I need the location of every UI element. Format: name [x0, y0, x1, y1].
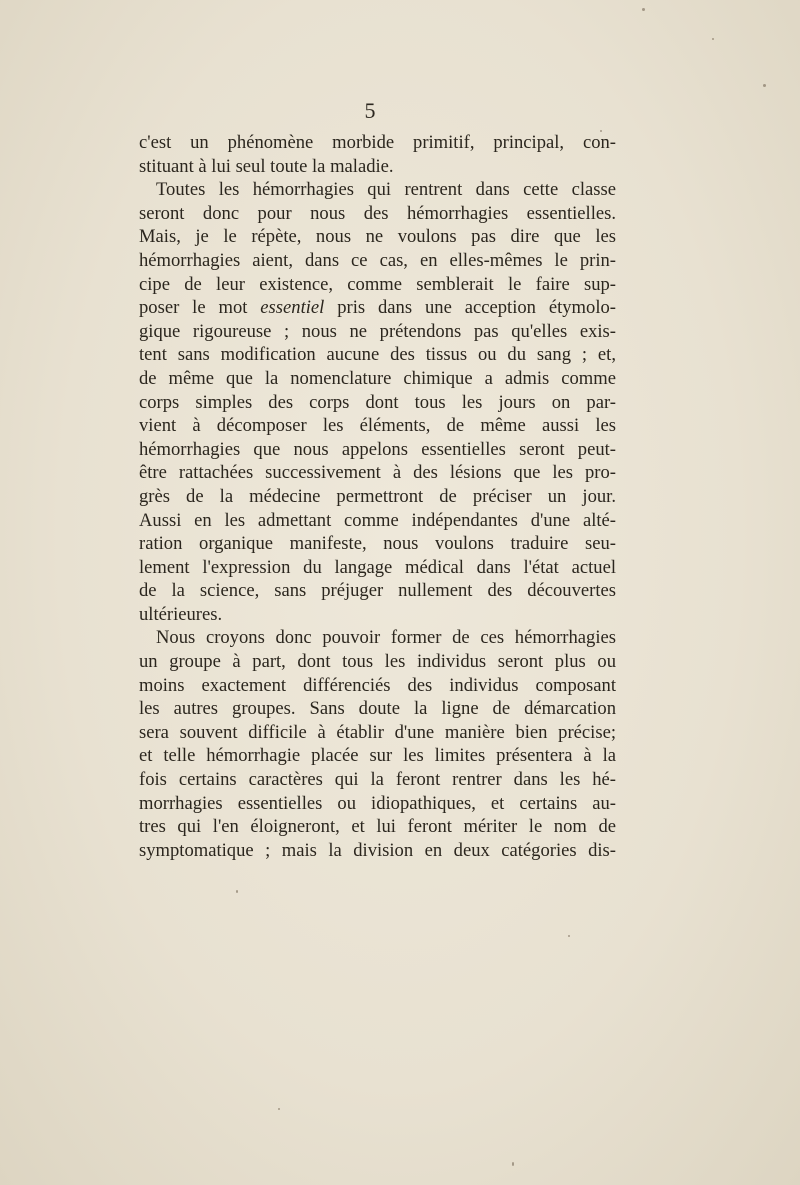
text-line: de la science, sans préjuger nullement des découvertes [139, 580, 616, 602]
text-line: fois certains caractères qui la feront rentrer dans les hé- [139, 769, 616, 791]
text-line: lement l'expression du langage médical dans l'état actuel [139, 556, 616, 578]
text-line: symptomatique ; mais la division en deux catégories dis- [139, 839, 616, 861]
page-number: 5 [364, 98, 376, 123]
paper-speck [763, 84, 766, 87]
text-line: stituant à lui seul toute la maladie. [139, 155, 394, 177]
text-segment: poser le mot [139, 297, 261, 319]
text-line: et telle hémorrhagie placée sur les limites présentera à la [139, 745, 616, 767]
text-line: moins exactement différenciés des individus composant [139, 674, 616, 696]
text-line: hémorrhagies aient, dans ce cas, en elles-mêmes le prin- [139, 249, 616, 271]
text-line: c'est un phénomène morbide primitif, principal, con- [139, 132, 616, 153]
paper-speck [512, 1162, 514, 1166]
text-line: morrhagies essentielles ou idiopathiques, et certains au- [139, 792, 616, 814]
text-line: corps simples des corps dont tous les jours on par- [139, 391, 616, 413]
paper-speck [642, 8, 645, 11]
text-line: hémorrhagies que nous appelons essentielles seront peut- [139, 438, 616, 460]
text-segment: pris dans une acception étymolo- [324, 297, 616, 319]
text-line: grès de la médecine permettront de préciser un jour. [139, 485, 616, 507]
text-line: de même que la nomenclature chimique a admis comme [139, 367, 616, 389]
paper-speck [568, 935, 570, 937]
text-line: être rattachées successivement à des lésions que les pro- [139, 462, 616, 484]
text-line: tres qui l'en éloigneront, et lui feront mériter le nom de [139, 816, 616, 838]
paper-speck [600, 130, 602, 132]
text-line: un groupe à part, dont tous les individus seront plus ou [139, 651, 616, 673]
text-line: gique rigoureuse ; nous ne prétendons pas qu'elles exis- [139, 320, 616, 342]
text-line: Mais, je le répète, nous ne voulons pas dire que les [139, 226, 616, 248]
text-line: Toutes les hémorrhagies qui rentrent dans cette classe [156, 179, 616, 201]
text-line: vient à décomposer les éléments, de même aussi les [139, 415, 616, 437]
paper-speck [236, 890, 238, 893]
text-line: ration organique manifeste, nous voulons traduire seu- [139, 533, 616, 555]
body-text [139, 131, 616, 862]
text-line: sera souvent difficile à établir d'une manière bien précise; [139, 721, 616, 743]
text-line: seront donc pour nous des hémorrhagies essentielles. [139, 202, 616, 224]
text-line [139, 296, 616, 320]
text-line: Nous croyons donc pouvoir former de ces hémorrhagies [156, 627, 616, 649]
italic-term: essentiel [260, 297, 325, 319]
text-line: tent sans modification aucune des tissus ou du sang ; et, [139, 344, 616, 366]
paper-speck [278, 1108, 280, 1110]
paper-speck [712, 38, 714, 40]
text-line: Aussi en les admettant comme indépendantes d'une alté- [139, 509, 616, 531]
text-line: ultérieures. [139, 603, 223, 625]
text-line: cipe de leur existence, comme semblerait le faire sup- [139, 273, 616, 295]
text-line: les autres groupes. Sans doute la ligne de démarcation [139, 698, 616, 720]
